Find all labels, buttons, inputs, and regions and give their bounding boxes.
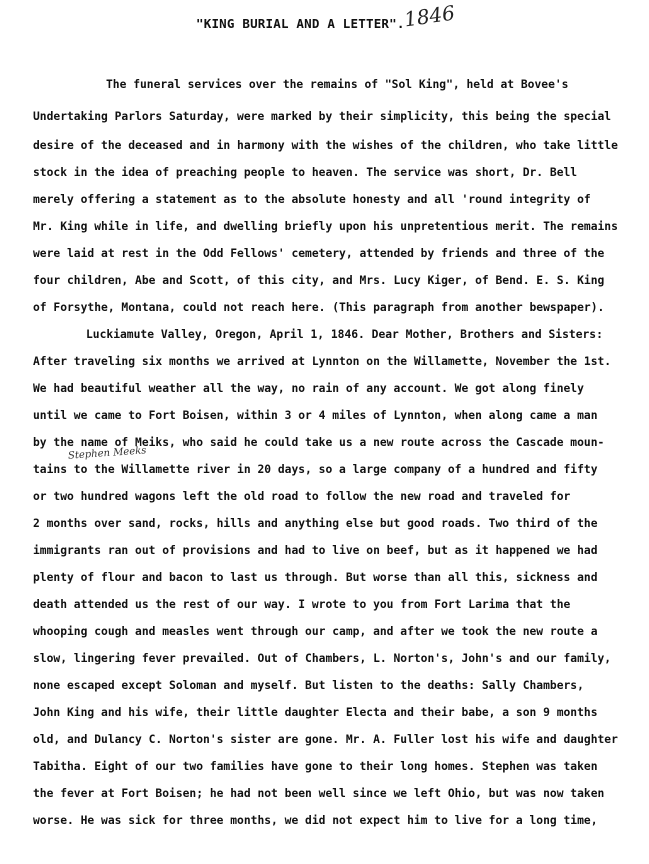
- text-line: Luckiamute Valley, Oregon, April 1, 1846. Dear Mother, Brothers and Sisters:: [86, 328, 603, 341]
- text-line: The funeral services over the remains of "Sol King", held at Bovee's: [106, 78, 569, 91]
- text-line: desire of the deceased and in harmony with the wishes of the children, who take little: [33, 139, 618, 152]
- handwritten-year: 1846: [402, 0, 457, 32]
- text-line: none escaped except Soloman and myself. But listen to the deaths: Sally Chambers,: [33, 679, 584, 692]
- text-line: slow, lingering fever prevailed. Out of Chambers, L. Norton's, John's and our family,: [33, 652, 612, 665]
- text-line: Undertaking Parlors Saturday, were marked by their simplicity, this being the special: [33, 110, 612, 123]
- document-title: "KING BURIAL AND A LETTER".: [196, 16, 405, 31]
- text-line: until we came to Fort Boisen, within 3 or 4 miles of Lynnton, when along came a man: [33, 409, 598, 422]
- text-line: were laid at rest in the Odd Fellows' cemetery, attended by friends and three of the: [33, 247, 605, 260]
- text-line: old, and Dulancy C. Norton's sister are gone. Mr. A. Fuller lost his wife and daughter: [33, 733, 618, 746]
- text-line: worse. He was sick for three months, we did not expect him to live for a long time,: [33, 814, 598, 827]
- text-line: plenty of flour and bacon to last us through. But worse than all this, sickness and: [33, 571, 598, 584]
- text-line: immigrants ran out of provisions and had to live on beef, but as it happened we had: [33, 544, 598, 557]
- text-line: Mr. King while in life, and dwelling briefly upon his unpretentious merit. The remains: [33, 220, 618, 233]
- text-line: merely offering a statement as to the absolute honesty and all 'round integrity of: [33, 193, 591, 206]
- text-line: the fever at Fort Boisen; he had not been well since we left Ohio, but was now taken: [33, 787, 605, 800]
- text-line: After traveling six months we arrived at Lynnton on the Willamette, November the 1st.: [33, 355, 612, 368]
- text-line: or two hundred wagons left the old road to follow the new road and traveled for: [33, 490, 571, 503]
- text-line: stock in the idea of preaching people to heaven. The service was short, Dr. Bell: [33, 166, 578, 179]
- text-line: We had beautiful weather all the way, no rain of any account. We got along finely: [33, 382, 584, 395]
- text-line: of Forsythe, Montana, could not reach here. (This paragraph from another bewspaper).: [33, 301, 605, 314]
- text-line: four children, Abe and Scott, of this city, and Mrs. Lucy Kiger, of Bend. E. S. King: [33, 274, 605, 287]
- text-line: by the name of Meiks, who said he could take us a new route across the Cascade moun-: [33, 436, 605, 449]
- text-line: death attended us the rest of our way. I wrote to you from Fort Larima that the: [33, 598, 571, 611]
- text-line: Tabitha. Eight of our two families have gone to their long homes. Stephen was taken: [33, 760, 598, 773]
- text-line: tains to the Willamette river in 20 days, so a large company of a hundred and fifty: [33, 463, 598, 476]
- text-line: 2 months over sand, rocks, hills and anything else but good roads. Two third of the: [33, 517, 598, 530]
- text-line: John King and his wife, their little daughter Electa and their babe, a son 9 months: [33, 706, 598, 719]
- handwritten-annotation: Stephen Meeks: [67, 445, 147, 462]
- text-line: whooping cough and measles went through our camp, and after we took the new route a: [33, 625, 598, 638]
